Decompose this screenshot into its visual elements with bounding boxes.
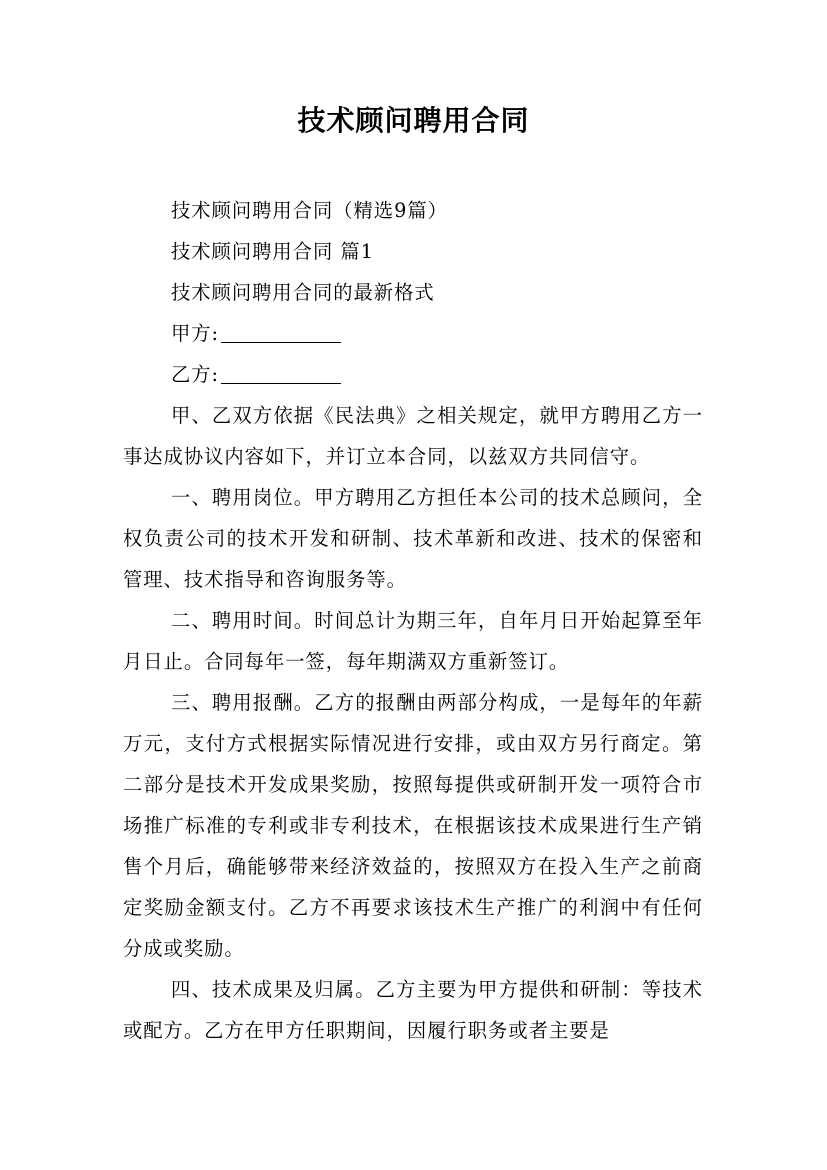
- party-b-label: 乙方:: [171, 363, 220, 386]
- party-a-label: 甲方:: [171, 322, 220, 345]
- party-b-line: [123, 354, 703, 395]
- paragraph-intro: 甲、乙双方依据《民法典》之相关规定，就甲方聘用乙方一事达成协议内容如下，并订立本合同，以兹双方共同信守。: [123, 404, 703, 468]
- paragraph-ownership: 四、技术成果及归属。乙方主要为甲方提供和研制：等技术或配方。乙方在甲方任职期间，因履行职务或者主要是: [123, 978, 703, 1042]
- paragraph-position: 一、聘用岗位。甲方聘用乙方担任本公司的技术总顾问，全权负责公司的技术开发和研制、技术革新和改进、技术的保密和管理、技术指导和咨询服务等。: [123, 486, 703, 591]
- paragraph-term: 二、聘用时间。时间总计为期三年，自年月日开始起算至年月日止。合同每年一签，每年期满双方重新签订。: [123, 609, 703, 673]
- party-b-blank: [221, 365, 341, 384]
- document-title: 技术顾问聘用合同: [297, 104, 530, 137]
- article-title: 技术顾问聘用合同 篇1: [171, 240, 374, 263]
- format-title: 技术顾问聘用合同的最新格式: [171, 281, 435, 304]
- party-a-line: [123, 313, 703, 354]
- document-body: [123, 190, 703, 1051]
- party-a-blank: [221, 324, 341, 343]
- paragraph-compensation: 三、聘用报酬。乙方的报酬由两部分构成，一是每年的年薪万元，支付方式根据实际情况进行安排，或由双方另行商定。第二部分是技术开发成果奖励，按照每提供或研制开发一项符合市场推广标准的专利或非专利技术，在根据该技术成果进行生产销售个月后，确能够带来经济效益的，按照双方在投入生产之前商定奖励金额支付。乙方不再要求该技术生产推广的利润中有任何分成或奖励。: [123, 691, 703, 960]
- collection-title: 技术顾问聘用合同（精选9篇）: [171, 199, 448, 222]
